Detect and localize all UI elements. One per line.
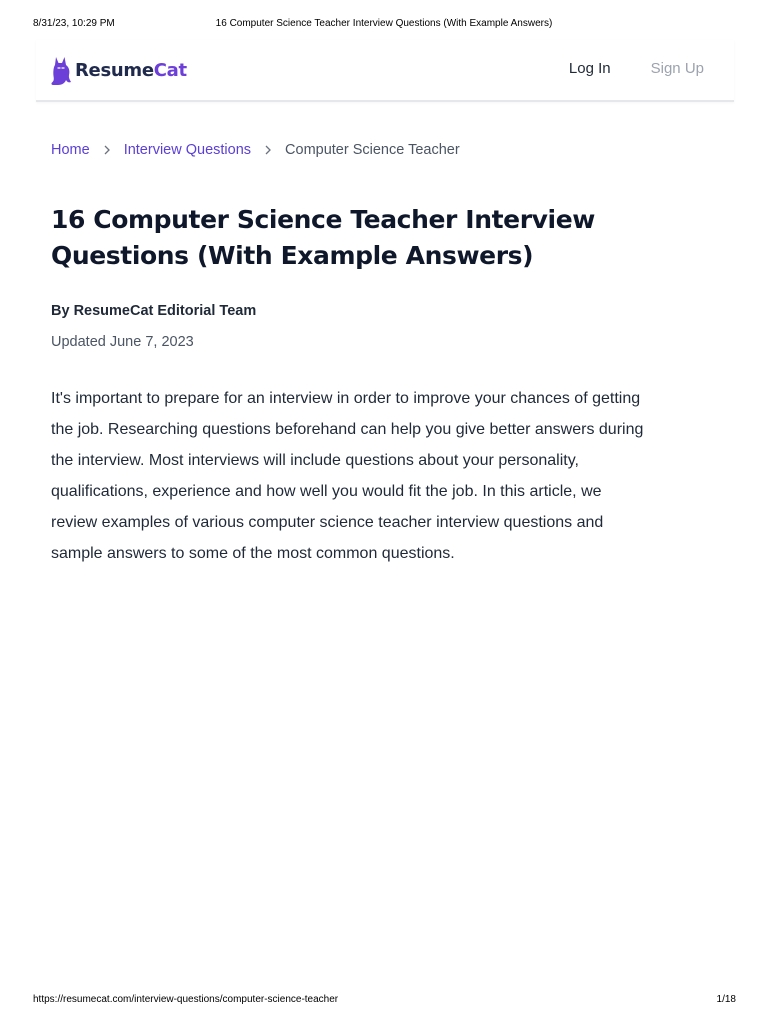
site-header <box>36 40 734 102</box>
print-url: https://resumecat.com/interview-questions/computer-science-teacher <box>33 994 339 1005</box>
chevron-right-icon <box>263 144 273 156</box>
signup-link[interactable]: Sign Up <box>650 60 704 77</box>
breadcrumb-home[interactable]: Home <box>51 142 90 158</box>
logo-text-resume: Resume <box>75 59 154 81</box>
header-nav <box>569 60 704 77</box>
logo-text-cat: Cat <box>153 59 187 81</box>
breadcrumb-current: Computer Science Teacher <box>285 142 460 158</box>
print-header <box>0 18 768 32</box>
login-link[interactable]: Log In <box>568 60 611 77</box>
article-byline: By ResumeCat Editorial Team <box>51 303 257 319</box>
resumecat-logo[interactable] <box>50 54 187 86</box>
chevron-right-icon <box>102 144 112 156</box>
breadcrumb <box>51 142 460 158</box>
logo-text <box>75 60 187 81</box>
print-datetime: 8/31/23, 10:29 PM <box>33 18 115 29</box>
cat-icon <box>50 54 72 86</box>
print-page-number: 1/18 <box>716 994 736 1005</box>
breadcrumb-interview-questions[interactable]: Interview Questions <box>123 142 252 158</box>
article-updated-date: Updated June 7, 2023 <box>51 334 194 350</box>
print-doc-title: 16 Computer Science Teacher Interview Questions (With Example Answers) <box>215 18 553 29</box>
print-footer <box>0 994 768 1008</box>
article-intro: It's important to prepare for an interview in order to improve your chances of getting the job. Researching questions beforehand can help you give better answers during the interview. Most interviews will include questions about your personality, qualifications, experience and how well you would fit the job. In this article, we review examples of various computer science teacher interview questions and sample answers to some of the most common questions. <box>51 390 644 562</box>
page-title: 16 Computer Science Teacher Interview Questions (With Example Answers) <box>51 205 595 270</box>
